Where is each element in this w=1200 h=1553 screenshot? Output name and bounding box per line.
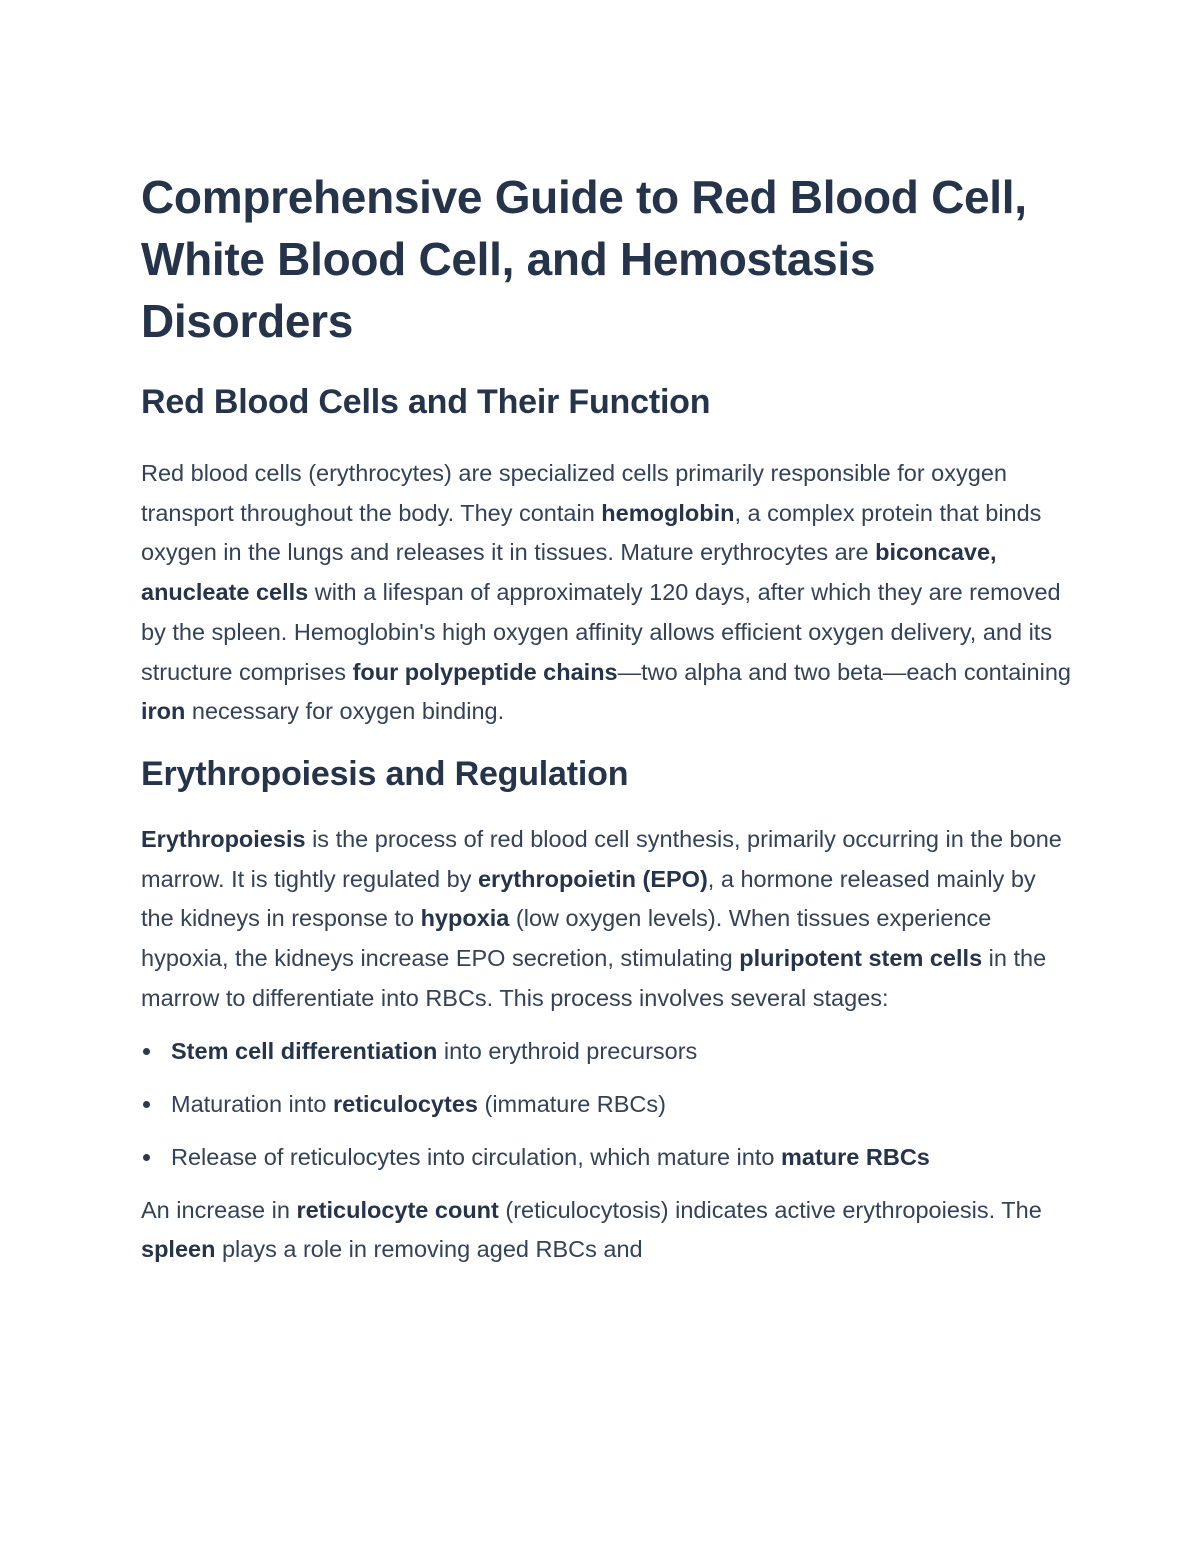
document-title: Comprehensive Guide to Red Blood Cell, White Blood Cell, and Hemostasis Disorders <box>141 171 1027 347</box>
bold-term: four polypeptide chains <box>352 658 618 685</box>
paragraph-erythropoiesis-intro <box>141 820 1071 1019</box>
bold-term: Stem cell differentiation <box>171 1038 438 1065</box>
text-run: Red blood cells (erythrocytes) are specialized cells primarily responsible for oxygen transport throughout the body. They contain <box>141 460 1007 526</box>
text-run: into erythroid precursors <box>437 1038 698 1065</box>
bold-term: erythropoietin (EPO) <box>477 865 708 892</box>
text-run: An increase in <box>141 1196 297 1223</box>
bold-term: spleen <box>141 1236 216 1263</box>
text-run: (immature RBCs) <box>477 1091 666 1118</box>
list-item <box>141 1032 1071 1072</box>
text-run: Maturation into <box>171 1091 333 1118</box>
bold-term: mature RBCs <box>780 1143 930 1170</box>
bold-term: Erythropoiesis <box>141 825 306 852</box>
text-run: Release of reticulocytes into circulation, which mature into <box>171 1143 781 1170</box>
list-item <box>141 1085 1071 1125</box>
section-heading-erythropoiesis: Erythropoiesis and Regulation <box>141 754 629 793</box>
text-run: with a lifespan of approximately 120 days, after which they are removed by the spleen. Hemoglobin's high oxygen affinity allows efficient oxygen delivery, and its structure comprises <box>141 579 1061 685</box>
text-run: , a hormone released mainly by the kidneys in response to <box>141 865 1036 932</box>
bold-term: biconcave, anucleate cells <box>141 539 997 606</box>
bold-term: reticulocytes <box>332 1091 478 1118</box>
paragraph-reticulocyte-count <box>141 1191 1071 1270</box>
text-run: , a complex protein that binds oxygen in the lungs and releases it in tissues. Mature erythrocytes are <box>141 499 1042 566</box>
list-item <box>141 1138 1071 1178</box>
text-run: in the marrow to differentiate into RBCs. This process involves several stages: <box>141 945 1047 1011</box>
bold-term: hypoxia <box>420 905 510 932</box>
bold-term: iron <box>141 698 186 725</box>
bullet-icon <box>143 1048 150 1055</box>
erythropoiesis-stages-list <box>141 1032 1071 1177</box>
text-run: —two alpha and two beta—each containing <box>617 658 1071 685</box>
bold-term: hemoglobin <box>601 499 735 526</box>
bold-term: pluripotent stem cells <box>739 945 983 972</box>
text-run: (low oxygen levels). When tissues experience hypoxia, the kidneys increase EPO secretion, stimulating <box>141 905 992 972</box>
bold-term: reticulocyte count <box>296 1196 499 1223</box>
paragraph-rbc-function <box>141 454 1071 732</box>
document-page <box>141 166 1071 1270</box>
text-run: (reticulocytosis) indicates active erythropoiesis. The <box>498 1196 1042 1223</box>
section-heading-rbc-function: Red Blood Cells and Their Function <box>141 383 711 421</box>
text-run: plays a role in removing aged RBCs and <box>215 1236 643 1263</box>
text-run: is the process of red blood cell synthesis, primarily occurring in the bone marrow. It is tightly regulated by <box>141 825 1062 892</box>
bullet-icon <box>143 1101 150 1108</box>
text-run: necessary for oxygen binding. <box>185 698 505 725</box>
bullet-icon <box>143 1154 150 1161</box>
